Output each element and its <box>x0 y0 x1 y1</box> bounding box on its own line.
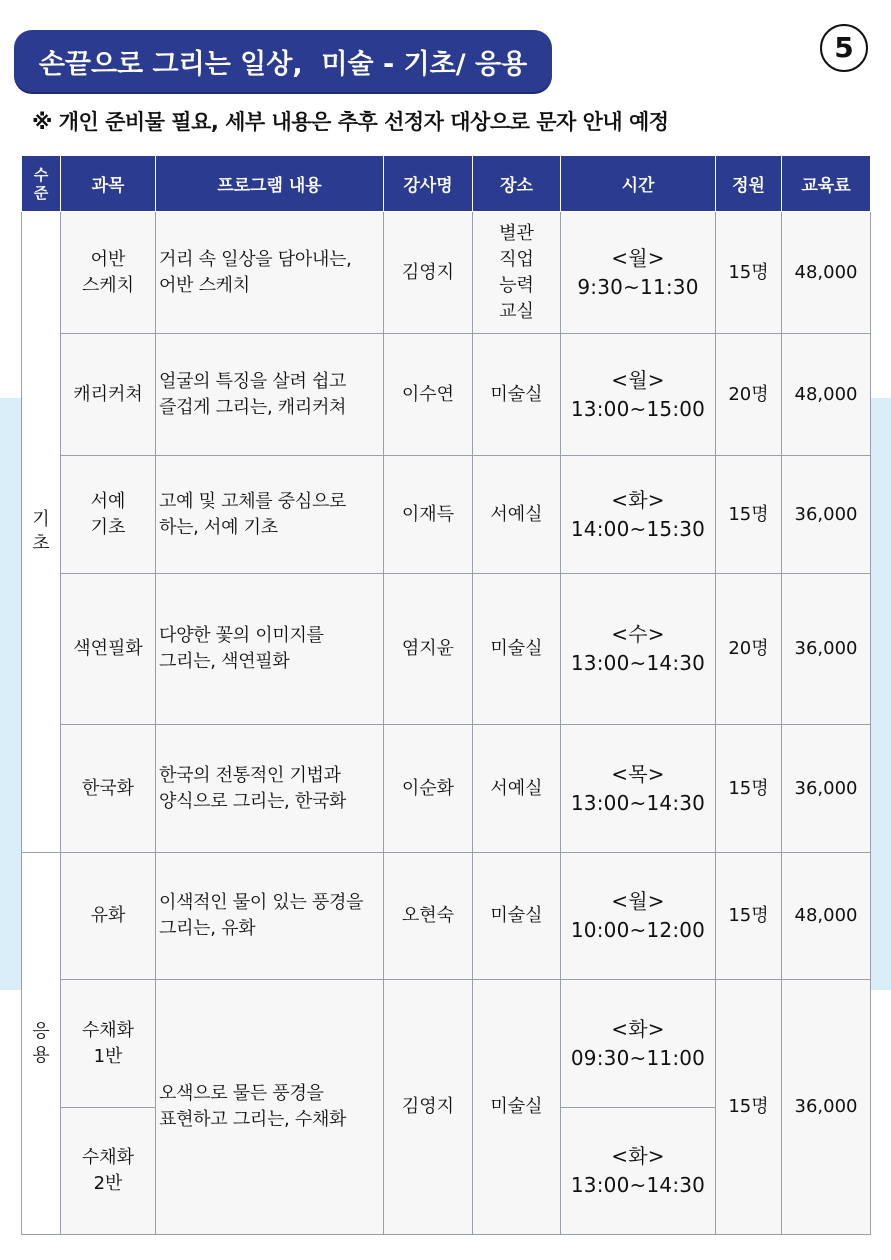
subject-cell: 유화 <box>61 853 156 980</box>
fee-cell: 36,000 <box>782 574 871 725</box>
capacity-cell: 15명 <box>716 980 782 1235</box>
instructor-cell: 김영지 <box>384 212 473 334</box>
instructor-cell: 이순화 <box>384 725 473 853</box>
page-title-text: 손끝으로 그리는 일상, 미술 - 기초/ 응용 <box>38 48 528 80</box>
table-row <box>22 212 871 334</box>
place-cell: 미술실 <box>473 334 561 456</box>
column-header-instructor: 강사명 <box>384 156 473 212</box>
time-cell: <화> 09:30~11:00 <box>561 980 716 1108</box>
time-cell: <목> 13:00~14:30 <box>561 725 716 853</box>
content-cell: 얼굴의 특징을 살려 쉽고 즐겁게 그리는, 캐리커쳐 <box>156 334 384 456</box>
subject-cell: 수채화 1반 <box>61 980 156 1108</box>
time-cell: <월> 9:30~11:30 <box>561 212 716 334</box>
instructor-cell: 이수연 <box>384 334 473 456</box>
place-cell: 미술실 <box>473 980 561 1235</box>
page-number: 5 <box>834 31 854 64</box>
page-number-badge <box>820 24 868 72</box>
place-cell: 미술실 <box>473 574 561 725</box>
level-cell-basic: 기 초 <box>22 212 61 853</box>
table-row <box>22 853 871 980</box>
page-title <box>14 30 552 92</box>
column-header-time: 시간 <box>561 156 716 212</box>
fee-cell: 48,000 <box>782 853 871 980</box>
capacity-cell: 15명 <box>716 853 782 980</box>
place-cell: 서예실 <box>473 456 561 574</box>
subject-cell: 수채화 2반 <box>61 1108 156 1235</box>
fee-cell: 36,000 <box>782 725 871 853</box>
capacity-cell: 20명 <box>716 574 782 725</box>
left-decorative-band <box>0 398 22 990</box>
fee-cell: 48,000 <box>782 212 871 334</box>
column-header-subject: 과목 <box>61 156 156 212</box>
level-cell-applied: 응 용 <box>22 853 61 1235</box>
table-row <box>22 456 871 574</box>
content-cell: 고예 및 고체를 중심으로 하는, 서예 기초 <box>156 456 384 574</box>
subject-cell: 색연필화 <box>61 574 156 725</box>
time-cell: <수> 13:00~14:30 <box>561 574 716 725</box>
content-cell: 거리 속 일상을 담아내는, 어반 스케치 <box>156 212 384 334</box>
fee-cell: 36,000 <box>782 456 871 574</box>
time-cell: <화> 13:00~14:30 <box>561 1108 716 1235</box>
table-row <box>22 334 871 456</box>
table-row <box>22 574 871 725</box>
subject-cell: 어반 스케치 <box>61 212 156 334</box>
content-cell: 오색으로 물든 풍경을 표현하고 그리는, 수채화 <box>156 980 384 1235</box>
place-cell: 미술실 <box>473 853 561 980</box>
table-row <box>22 980 871 1108</box>
column-header-capacity: 정원 <box>716 156 782 212</box>
capacity-cell: 15명 <box>716 725 782 853</box>
content-cell: 한국의 전통적인 기법과 양식으로 그리는, 한국화 <box>156 725 384 853</box>
instructor-cell: 김영지 <box>384 980 473 1235</box>
fee-cell: 48,000 <box>782 334 871 456</box>
place-cell: 서예실 <box>473 725 561 853</box>
subject-cell: 한국화 <box>61 725 156 853</box>
instructor-cell: 오현숙 <box>384 853 473 980</box>
content-cell: 이색적인 물이 있는 풍경을 그리는, 유화 <box>156 853 384 980</box>
instructor-cell: 이재득 <box>384 456 473 574</box>
column-header-fee: 교육료 <box>782 156 871 212</box>
time-cell: <월> 13:00~15:00 <box>561 334 716 456</box>
table-header-row <box>22 156 871 212</box>
time-cell: <월> 10:00~12:00 <box>561 853 716 980</box>
capacity-cell: 15명 <box>716 212 782 334</box>
column-header-content: 프로그램 내용 <box>156 156 384 212</box>
notice-text: ※ 개인 준비물 필요, 세부 내용은 추후 선정자 대상으로 문자 안내 예정 <box>32 110 669 134</box>
program-table <box>21 155 871 1235</box>
column-header-place: 장소 <box>473 156 561 212</box>
fee-cell: 36,000 <box>782 980 871 1235</box>
right-decorative-band <box>869 398 891 990</box>
content-cell: 다양한 꽃의 이미지를 그리는, 색연필화 <box>156 574 384 725</box>
capacity-cell: 20명 <box>716 334 782 456</box>
table-row <box>22 725 871 853</box>
time-cell: <화> 14:00~15:30 <box>561 456 716 574</box>
subject-cell: 캐리커쳐 <box>61 334 156 456</box>
place-cell: 별관 직업 능력 교실 <box>473 212 561 334</box>
instructor-cell: 염지윤 <box>384 574 473 725</box>
column-header-level: 수 준 <box>22 156 61 212</box>
subject-cell: 서예 기초 <box>61 456 156 574</box>
capacity-cell: 15명 <box>716 456 782 574</box>
